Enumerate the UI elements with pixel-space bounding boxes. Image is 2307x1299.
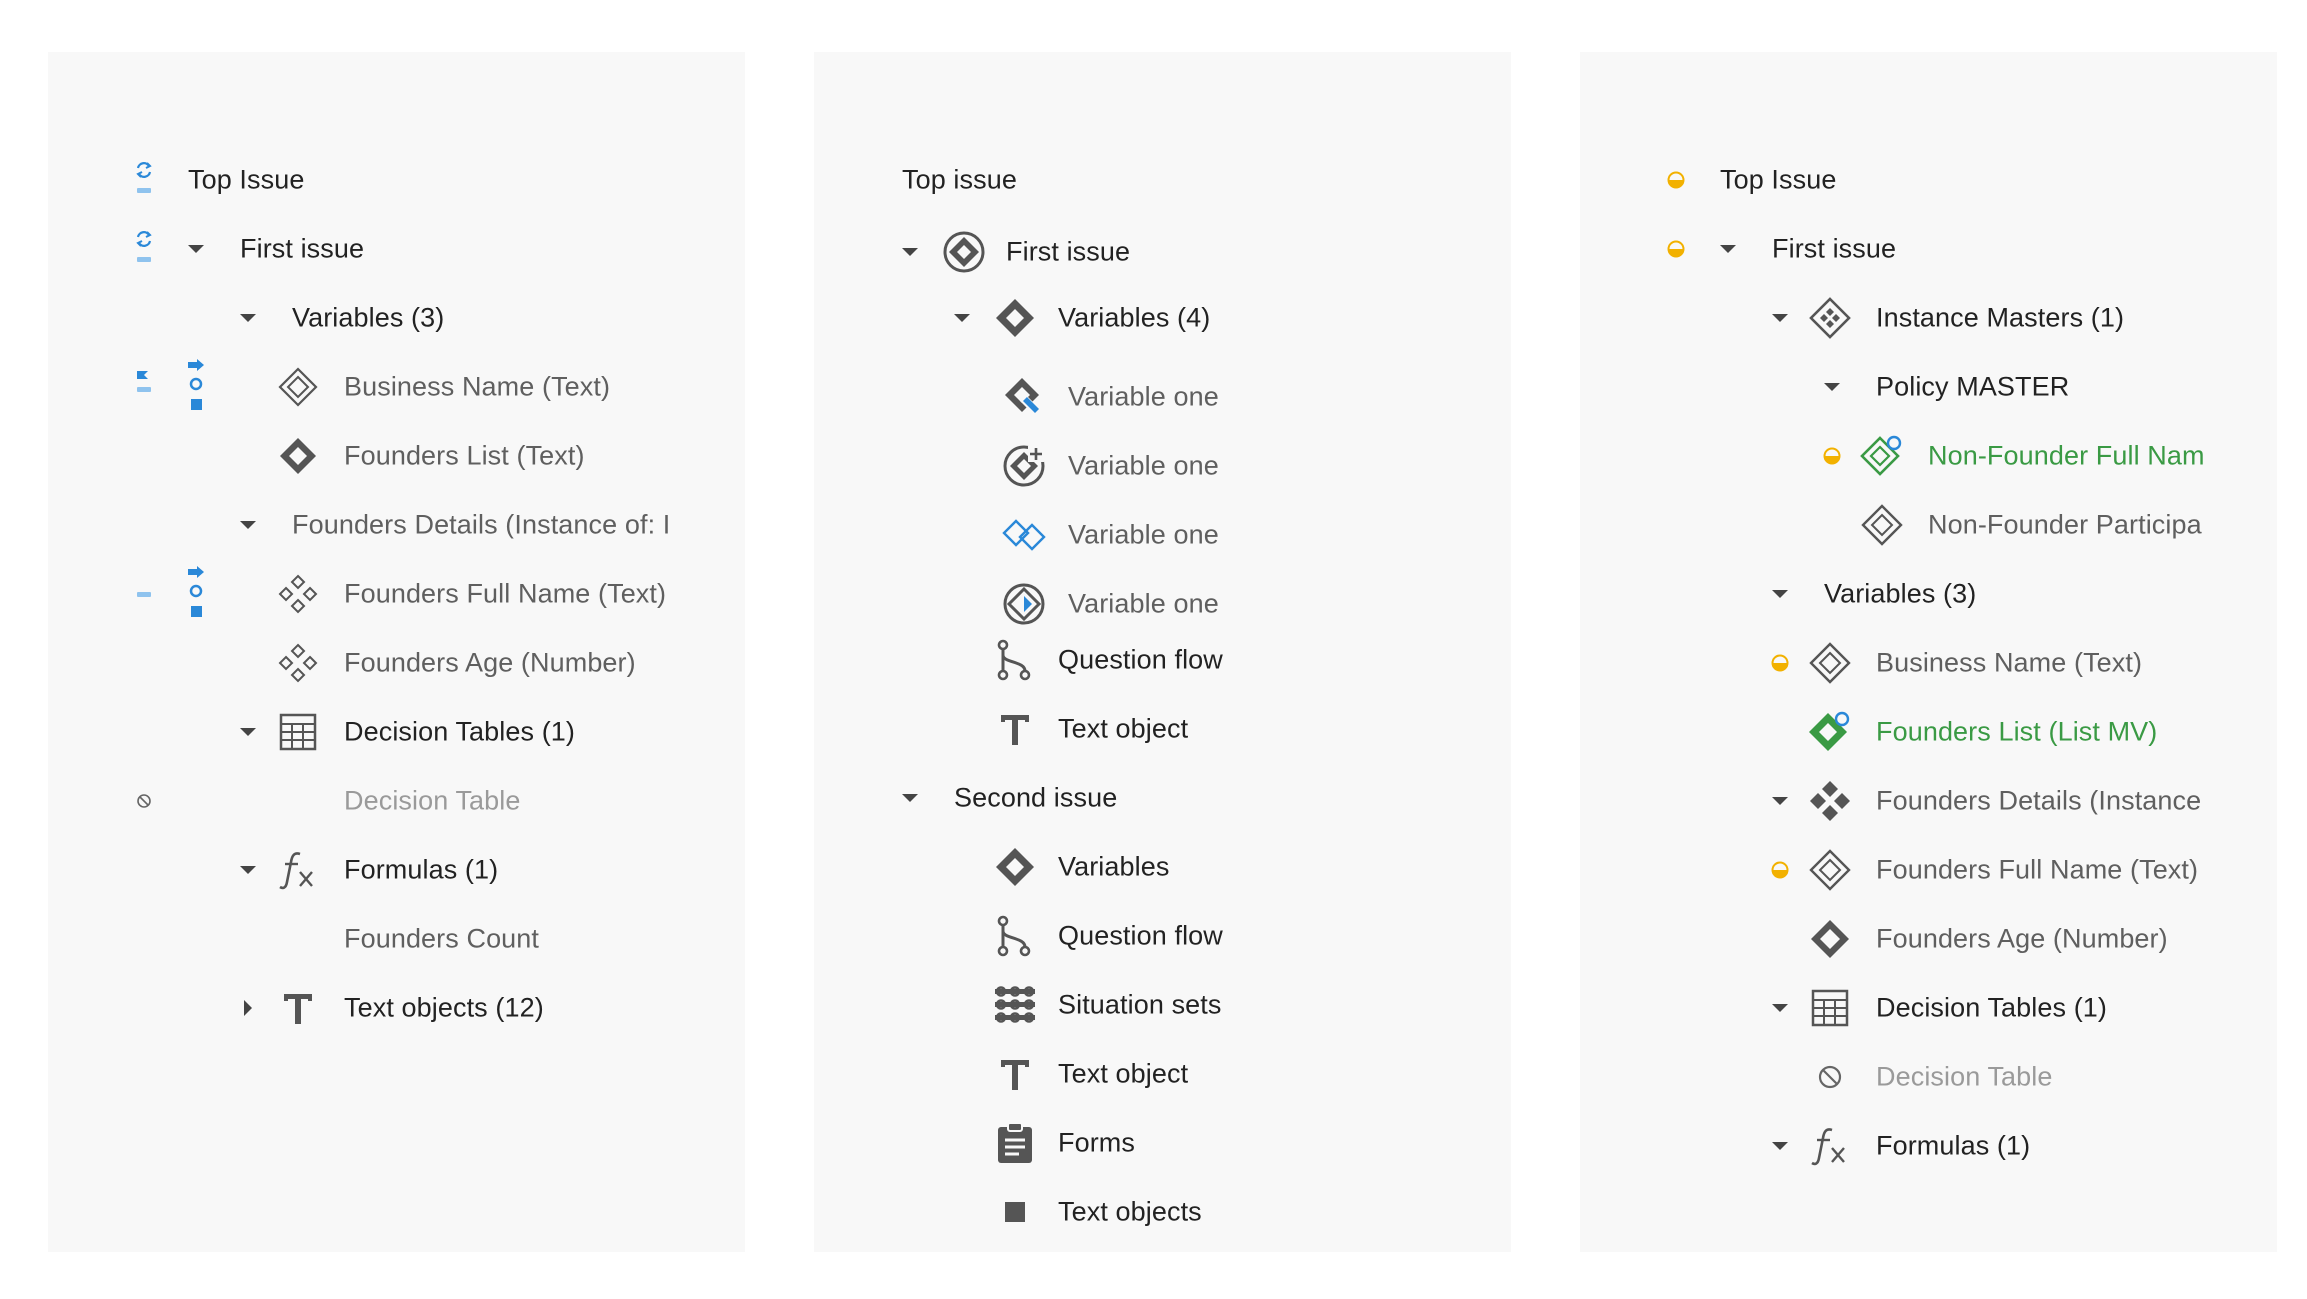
tree-row-question-flow[interactable] xyxy=(814,912,1511,960)
expand-caret[interactable] xyxy=(951,307,973,329)
expand-caret[interactable] xyxy=(237,514,259,536)
outline-panel-1 xyxy=(48,52,745,1252)
tree-label: Question flow xyxy=(1058,920,1223,951)
tree-row-variable-one[interactable] xyxy=(814,511,1511,559)
variable-edit-icon xyxy=(1002,375,1046,419)
disabled-icon xyxy=(1808,1055,1852,1099)
tree-label: First issue xyxy=(1772,233,1897,264)
tree-label: Formulas (1) xyxy=(1876,1130,2031,1161)
tree-label: Text objects xyxy=(1058,1196,1202,1227)
tree-row-founders-age[interactable] xyxy=(1580,915,2277,963)
tree-label: Variable one xyxy=(1068,381,1219,412)
variable-text-icon xyxy=(1808,641,1852,685)
variable-link-icon xyxy=(1002,513,1046,557)
expand-caret[interactable] xyxy=(1769,997,1791,1019)
tree-row-text-object[interactable] xyxy=(814,705,1511,753)
tree-row-text-object[interactable] xyxy=(814,1050,1511,1098)
tree-label: Business Name (Text) xyxy=(1876,647,2143,678)
tree-row-non-founder-full-name[interactable] xyxy=(1580,432,2277,480)
question-flow-icon xyxy=(993,914,1037,958)
tree-label: Formulas (1) xyxy=(344,854,499,885)
tree-row-first-issue[interactable] xyxy=(814,228,1511,276)
tree-label: Second issue xyxy=(954,782,1118,813)
tree-row-founders-details[interactable] xyxy=(1580,777,2277,825)
tree-label: Instance Masters (1) xyxy=(1876,302,2125,333)
tree-row-founders-list[interactable] xyxy=(1580,708,2277,756)
tree-label: Text objects (12) xyxy=(344,992,544,1023)
question-flow-icon xyxy=(993,638,1037,682)
expand-caret[interactable] xyxy=(1769,307,1791,329)
tree-label: Decision Table xyxy=(344,785,521,816)
collapse-caret[interactable] xyxy=(237,997,259,1019)
tree-label: Policy MASTER xyxy=(1876,371,2070,402)
flag-status-icon xyxy=(132,365,156,409)
expand-caret[interactable] xyxy=(1769,790,1791,812)
tree-row-business-name[interactable] xyxy=(1580,639,2277,687)
outline-panel-3 xyxy=(1580,52,2277,1252)
variable-icon xyxy=(993,296,1037,340)
tree-label: First issue xyxy=(240,233,365,264)
expand-caret[interactable] xyxy=(1769,583,1791,605)
tree-label: Business Name (Text) xyxy=(344,371,611,402)
tree-row-founders-age[interactable] xyxy=(48,639,745,687)
tree-label: Question flow xyxy=(1058,644,1223,675)
tree-row-variables[interactable] xyxy=(48,294,745,342)
expand-caret[interactable] xyxy=(185,238,207,260)
tree-row-top-issue[interactable] xyxy=(1580,156,2277,204)
tree-row-decision-tables[interactable] xyxy=(1580,984,2277,1032)
formula-icon xyxy=(1808,1124,1852,1168)
text-object-icon xyxy=(993,1052,1037,1096)
tree-label: Founders Full Name (Text) xyxy=(1876,854,2199,885)
tree-label: Founders Age (Number) xyxy=(344,647,636,678)
tree-label: Founders Details (Instance of: I xyxy=(292,511,671,539)
expand-caret[interactable] xyxy=(899,241,921,263)
tree-label: Founders List (Text) xyxy=(344,440,585,471)
minus-status-icon xyxy=(132,572,156,616)
tree-row-variable-one[interactable] xyxy=(814,373,1511,421)
variable-text-icon xyxy=(1808,848,1852,892)
tree-row-variable-one[interactable] xyxy=(814,580,1511,628)
expand-caret[interactable] xyxy=(237,859,259,881)
warning-status-icon xyxy=(1820,434,1844,478)
tree-row-variable-one[interactable] xyxy=(814,442,1511,490)
variable-shared-icon xyxy=(1002,582,1046,626)
tree-row-formulas[interactable] xyxy=(48,846,745,894)
tree-label: Decision Tables (1) xyxy=(344,716,576,747)
variable-list-green-icon xyxy=(1808,710,1852,754)
tree-label: Variable one xyxy=(1068,588,1219,619)
tree-row-formulas[interactable] xyxy=(1580,1122,2277,1170)
tree-label: Variables xyxy=(1058,851,1170,882)
clipboard-icon xyxy=(993,1121,1037,1165)
tree-row-policy-master[interactable] xyxy=(1580,363,2277,411)
tree-label: Founders List (List MV) xyxy=(1876,716,2158,747)
tree-row-decision-tables[interactable] xyxy=(48,708,745,756)
sync-status-icon xyxy=(132,158,156,202)
variable-number-icon xyxy=(1808,917,1852,961)
tree-label: Founders Age (Number) xyxy=(1876,923,2168,954)
tree-label: Top issue xyxy=(902,164,1017,195)
tree-label: Variable one xyxy=(1068,519,1219,550)
tree-row-founders-full-name[interactable] xyxy=(1580,846,2277,894)
tree-label: Founders Details (Instance xyxy=(1876,787,2202,815)
tree-row-second-issue[interactable] xyxy=(814,774,1511,822)
expand-caret[interactable] xyxy=(899,787,921,809)
tree-row-decision-table[interactable] xyxy=(1580,1053,2277,1101)
tree-row-decision-table[interactable] xyxy=(48,777,745,825)
sync-status-icon xyxy=(132,227,156,271)
tree-row-founders-count[interactable] xyxy=(48,915,745,963)
expand-caret[interactable] xyxy=(237,721,259,743)
tree-row-text-objects[interactable] xyxy=(814,1188,1511,1236)
warning-status-icon xyxy=(1768,641,1792,685)
issue-icon xyxy=(942,230,986,274)
tree-label: First issue xyxy=(1006,236,1131,267)
formula-icon xyxy=(276,848,320,892)
outline-panel-2 xyxy=(814,52,1511,1252)
table-icon xyxy=(1808,986,1852,1030)
tree-label: Non-Founder Full Nam xyxy=(1928,442,2205,470)
tree-label: Founders Full Name (Text) xyxy=(344,578,667,609)
tree-row-variables-4[interactable] xyxy=(814,294,1511,342)
expand-caret[interactable] xyxy=(1769,1135,1791,1157)
tree-label: Text object xyxy=(1058,713,1189,744)
tree-row-text-objects[interactable] xyxy=(48,984,745,1032)
tree-row-variables[interactable] xyxy=(814,843,1511,891)
tree-row-first-issue[interactable] xyxy=(48,225,745,273)
text-object-icon xyxy=(993,707,1037,751)
tree-row-question-flow[interactable] xyxy=(814,636,1511,684)
tree-label: Top Issue xyxy=(1720,164,1837,195)
warning-status-icon xyxy=(1664,158,1688,202)
expand-caret[interactable] xyxy=(1717,238,1739,260)
tree-row-instance-masters[interactable] xyxy=(1580,294,2277,342)
tree-row-first-issue[interactable] xyxy=(1580,225,2277,273)
tree-label: Top Issue xyxy=(188,164,305,195)
tree-label: Founders Count xyxy=(344,923,540,954)
tree-row-forms[interactable] xyxy=(814,1119,1511,1167)
tree-row-top-issue[interactable] xyxy=(814,156,1511,204)
instance-master-icon xyxy=(1808,296,1852,340)
variable-text-icon xyxy=(276,365,320,409)
tree-row-non-founder-participant[interactable] xyxy=(1580,501,2277,549)
tree-row-founders-list[interactable] xyxy=(48,432,745,480)
expand-caret[interactable] xyxy=(1821,376,1843,398)
tree-label: Text object xyxy=(1058,1058,1189,1089)
tree-label: Forms xyxy=(1058,1127,1135,1158)
tree-label: Decision Tables (1) xyxy=(1876,992,2108,1023)
link-status-icon xyxy=(184,365,208,409)
disabled-status-icon xyxy=(132,779,156,823)
instance-variable-icon xyxy=(276,572,320,616)
warning-status-icon xyxy=(1768,848,1792,892)
expand-caret[interactable] xyxy=(237,307,259,329)
instance-variable-icon xyxy=(276,641,320,685)
variable-list-icon xyxy=(276,434,320,478)
tree-label: Variables (3) xyxy=(292,302,445,333)
tree-label: Decision Table xyxy=(1876,1061,2053,1092)
variable-text-icon xyxy=(1860,503,1904,547)
warning-status-icon xyxy=(1664,227,1688,271)
tree-label: Variable one xyxy=(1068,450,1219,481)
situation-sets-icon xyxy=(993,983,1037,1027)
text-object-icon xyxy=(276,986,320,1030)
tree-label: Variables (3) xyxy=(1824,578,1977,609)
tree-row-situation-sets[interactable] xyxy=(814,981,1511,1029)
variable-icon xyxy=(993,845,1037,889)
tree-row-founders-full-name[interactable] xyxy=(48,570,745,618)
tree-row-variables[interactable] xyxy=(1580,570,2277,618)
instance-icon xyxy=(1808,779,1852,823)
tree-label: Non-Founder Participa xyxy=(1928,511,2202,539)
tree-label: Situation sets xyxy=(1058,989,1222,1020)
tree-row-business-name[interactable] xyxy=(48,363,745,411)
link-status-icon xyxy=(184,572,208,616)
tree-label: Variables (4) xyxy=(1058,302,1211,333)
tree-row-top-issue[interactable] xyxy=(48,156,745,204)
variable-add-icon xyxy=(1002,444,1046,488)
tree-row-founders-details[interactable] xyxy=(48,501,745,549)
table-icon xyxy=(276,710,320,754)
variable-linked-green-icon xyxy=(1860,434,1904,478)
square-icon xyxy=(993,1190,1037,1234)
